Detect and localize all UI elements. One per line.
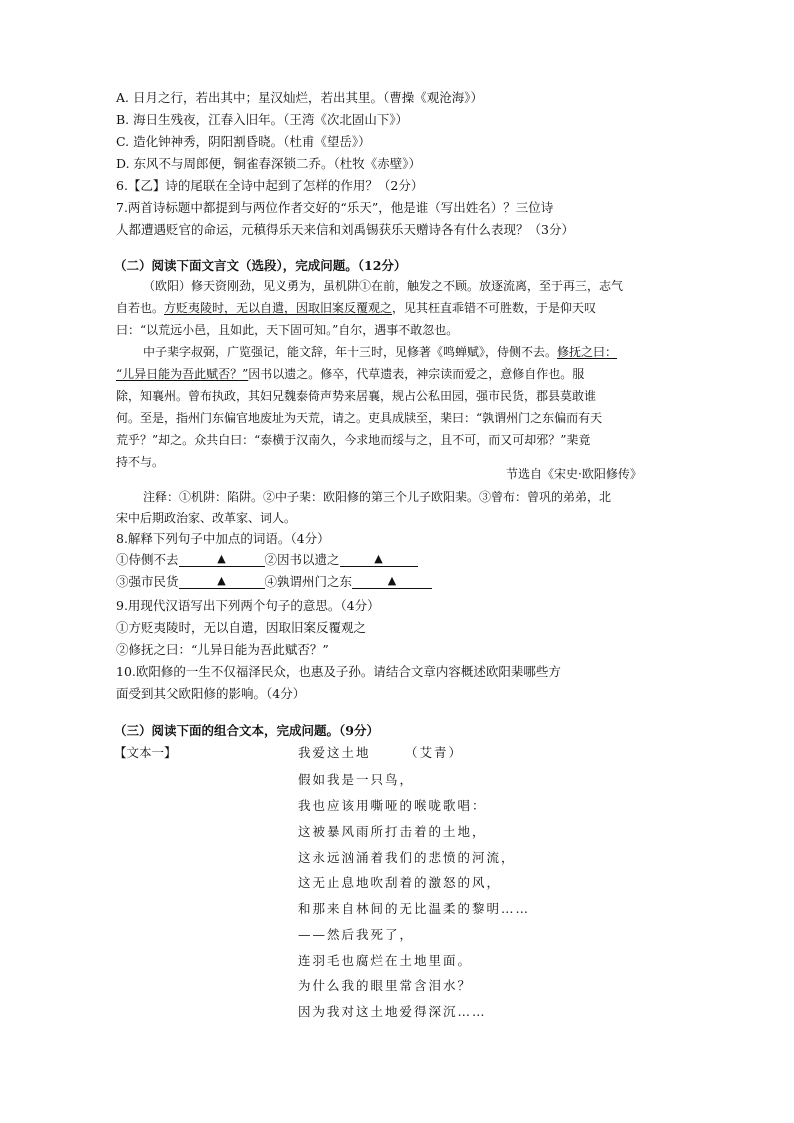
question-10-line-1: 10.欧阳修的一生不仅福泽民众，也惠及子孙。请结合文章内容概述欧阳棐哪些方	[116, 664, 561, 679]
question-8-item-1: ①侍侧不去	[116, 552, 179, 567]
option-d: D. 东风不与周郎便，铜雀春深锁二乔。（杜牧《赤壁》）	[116, 156, 422, 171]
passage-source: 节选自《宋史·欧阳修传》	[506, 467, 642, 481]
question-9-item-2: ②修抚之曰：“儿异日能为吾此赋否？”	[116, 642, 329, 657]
poem-title: 我爱这土地	[298, 745, 371, 760]
poem-line: ——然后我死了，	[298, 927, 415, 942]
poem-line: 为什么我的眼里常含泪水？	[298, 978, 473, 993]
question-8-row-1	[116, 551, 418, 569]
passage-p2-line-6: 持不与。	[116, 455, 165, 469]
poem-line: 连羽毛也腐烂在土地里面。	[298, 953, 473, 968]
notes-line-2: 宋中后期政治家、改革家、词人。	[116, 511, 297, 525]
text-one-label: 【文本一】	[114, 745, 177, 760]
passage-underlined-sentence-2b: “儿异日能为吾此赋否？”	[116, 367, 249, 381]
passage-p2-line-1	[143, 343, 617, 361]
section-2-heading: （二）阅读下面文言文（选段），完成问题。（12分）	[114, 258, 407, 273]
answer-blank-4[interactable]	[352, 574, 432, 589]
passage-p2-line-1-start: 中子棐字叔弼，广览强记，能文辞，年十三时，见修著《鸣蝉赋》，侍侧不去。	[143, 345, 558, 359]
answer-marker-triangle-icon: ▲	[374, 552, 383, 565]
poem-line: 和那来自林间的无比温柔的黎明……	[298, 901, 531, 916]
answer-blank-2[interactable]	[340, 552, 418, 567]
question-9-title: 9.用现代汉语写出下列两个句子的意思。（4分）	[116, 598, 380, 613]
notes-line-1: 注释：①机阱：陷阱。②中子棐：欧阳修的第三个儿子欧阳棐。③曾布：曾巩的弟弟，北	[143, 490, 612, 504]
question-6: 6.【乙】诗的尾联在全诗中起到了怎样的作用？（2分）	[116, 178, 424, 193]
answer-blank-1[interactable]	[179, 552, 265, 567]
question-8-item-4: ④孰谓州门之东	[264, 574, 353, 589]
passage-p2-line-3: 除，知襄州。曾布执政，其妇兄魏泰倚声势来居襄，规占公私田园，强市民货，郡县莫敢谁	[116, 389, 597, 403]
passage-p1-line-2-start: 自若也。	[116, 301, 165, 315]
passage-p1-line-2	[116, 299, 596, 317]
poem-line: 假如我是一只鸟，	[298, 772, 415, 787]
answer-blank-3[interactable]	[179, 574, 265, 589]
answer-marker-triangle-icon: ▲	[217, 574, 226, 587]
passage-p2-line-2	[116, 365, 584, 383]
passage-p2-line-2-end: 因书以遗之。修卒，代草遗表，神宗读而爱之，意修自作也。服	[248, 367, 585, 381]
passage-p1-line-1: （欧阳）修天资刚劲，见义勇为，虽机阱①在前，触发之不顾。放逐流离，至于再三，志气	[143, 279, 624, 293]
passage-p1-line-3: 曰：“以荒远小邑，且如此，天下固可知。”自尔，遇事不敢忽也。	[116, 323, 459, 337]
answer-marker-triangle-icon: ▲	[387, 574, 397, 587]
poem-line: 这永远汹涌着我们的悲愤的河流，	[298, 850, 516, 865]
question-8-item-2: ②因书以遗之	[264, 552, 340, 567]
passage-underlined-sentence-1: 方贬夷陵时，无以自遣，因取旧案反覆观之	[164, 301, 393, 315]
passage-p2-line-4: 何。至是，指州门东偏官地废址为天荒，请之。吏具成牍至，棐曰：“孰谓州门之东偏而有天	[116, 411, 603, 425]
option-a: A. 日月之行，若出其中；星汉灿烂，若出其里。（曹操《观沧海》）	[116, 90, 483, 105]
poem-line: 我也应该用嘶哑的喉咙歌唱：	[298, 798, 487, 813]
poem-line: 这被暴风雨所打击着的土地，	[298, 824, 487, 839]
question-8-row-2	[116, 573, 432, 591]
question-9-item-1: ①方贬夷陵时，无以自遣，因取旧案反覆观之	[116, 620, 367, 635]
poem-line: 这无止息地吹刮着的激怒的风，	[298, 875, 502, 890]
question-7-line-2: 人都遭遇贬官的命运，元稹得乐天来信和刘禹锡获乐天赠诗各有什么表现？（3分）	[116, 222, 574, 237]
question-8-title: 8.解释下列句子中加点的词语。（4分）	[116, 531, 330, 546]
answer-marker-triangle-icon: ▲	[217, 552, 226, 565]
passage-p1-line-2-end: ，见其枉直乖错不可胜数，于是仰天叹	[392, 301, 597, 315]
passage-underlined-sentence-2a: 修抚之曰：	[557, 345, 618, 359]
question-8-item-3: ③强市民货	[116, 574, 179, 589]
question-7-line-1: 7.两首诗标题中都提到与两位作者交好的“乐天”，他是谁（写出姓名）？三位诗	[116, 200, 554, 215]
section-3-heading: （三）阅读下面的组合文本，完成问题。（9分）	[114, 723, 379, 738]
question-10-line-2: 面受到其父欧阳修的影响。（4分）	[116, 686, 306, 701]
passage-p2-line-5: 荒乎？”却之。众共白曰：“泰横于汉南久，今求地而绥与之，且不可，而又可却邪？”棐竟	[116, 433, 591, 447]
poem-author: （艾青）	[405, 745, 464, 760]
poem-line: 因为我对这土地爱得深沉……	[298, 1004, 487, 1019]
option-c: C. 造化钟神秀，阴阳割昏晓。（杜甫《望岳》）	[116, 134, 371, 149]
option-b: B. 海日生残夜，江春入旧年。（王湾《次北固山下》）	[116, 112, 409, 127]
